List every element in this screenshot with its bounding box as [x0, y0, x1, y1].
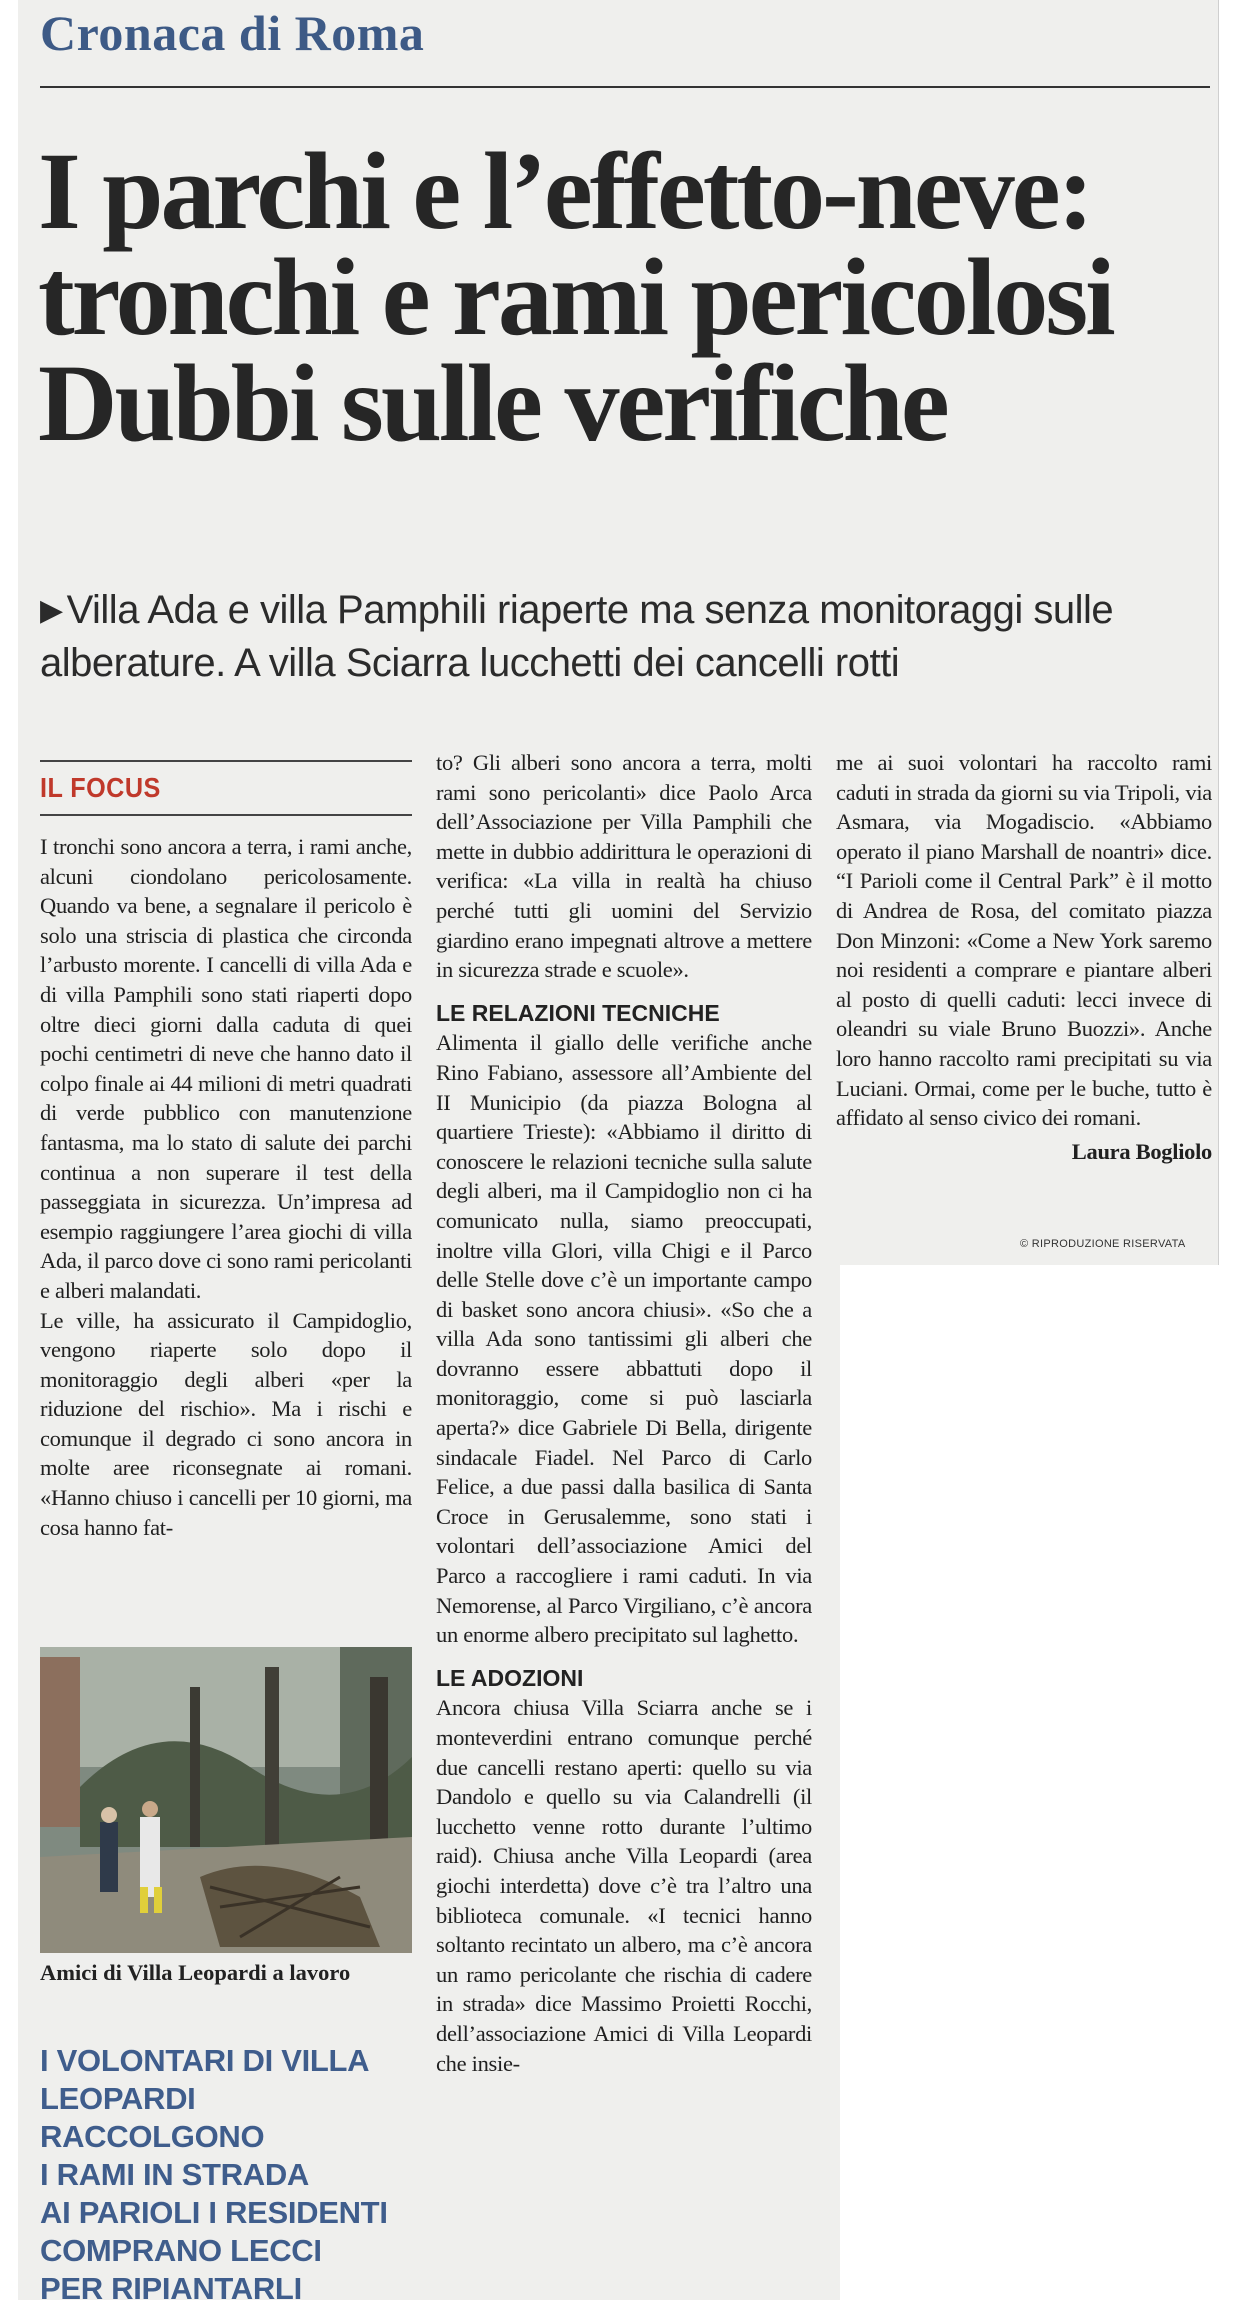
headline-line: Dubbi sulle verifiche — [38, 342, 947, 464]
pull-quote-line: COMPRANO LECCI — [40, 2233, 322, 2268]
headline-line: tronchi e rami pericolosi — [38, 236, 1113, 358]
author-byline: Laura Bogliolo — [1071, 1138, 1212, 1164]
paragraph: I tronchi sono ancora a terra, i rami anche, alcuni ciondolano pericolosamente. Quando va bene, a segnalare il pericolo è solo una striscia di plastica che circonda l’arbusto morente. I cancelli di villa Ada e di villa Pamphili sono stati riaperti dopo oltre dieci giorni dalla caduta di quei pochi centimetri di neve che hanno dato il colpo finale ai 44 milioni di metri quadrati di verde pubblico con manutenzione fantasma, ma lo stato di salute dei parchi continua a non superare il test della passeggiata in sicurezza. Un’impresa ad esempio raggiungere l’area giochi di villa Ada, il parco dove ci sono rami pericolanti e alberi malandati. — [40, 834, 412, 1303]
pull-quote-line: I RAMI IN STRADA — [40, 2157, 310, 2192]
focus-label: IL FOCUS — [40, 772, 161, 803]
focus-rule-top — [40, 760, 412, 762]
pull-quote-line: AI PARIOLI I RESIDENTI — [40, 2195, 388, 2230]
pull-quote-line: I VOLONTARI DI VILLA — [40, 2043, 370, 2078]
subsection-heading: LE RELAZIONI TECNICHE — [436, 999, 720, 1026]
paragraph: Le ville, ha assicurato il Campidoglio, vengono riaperte solo dopo il monitoraggio degli alberi «per la riduzione del rischio». Ma i rischi e comunque il degrado ci sono ancora in molte aree riconsegnate ai romani. «Hanno chiuso i cancelli per 10 giorni, ma cosa hanno fat- — [40, 1307, 412, 1540]
pull-quote — [40, 2042, 420, 2308]
paragraph: Alimenta il giallo delle verifiche anche Rino Fabiano, assessore all’Ambiente del II Municipio (da piazza Bologna al quartiere Trieste): «Abbiamo il diritto di conoscere le relazioni tecniche sulla salute degli alberi, ma il Campidoglio non ci ha comunicato nulla, siamo preoccupati, inoltre villa Glori, villa Chigi e il Parco delle Stelle dove c’è un importante campo di basket sono ancora chiusi». «So che a villa Ada sono tantissimi gli alberi che dovranno essere abbattuti dopo il monitoraggio, come si può lasciarla aperta?» dice Gabriele Di Bella, dirigente sindacale Fiadel. Nel Parco di Carlo Felice, a due passi dalla basilica di Santa Croce in Gerusalemme, sono stati i volontari dell’associazione Amici del Parco a raccogliere i rami caduti. In via Nemorense, al Parco Virgiliano, c’è ancora un enorme albero precipitato sul laghetto. — [436, 1030, 812, 1648]
focus-rule-bottom — [40, 814, 412, 816]
column-2 — [436, 748, 812, 2078]
headline-line: I parchi e l’effetto-neve: — [38, 130, 1092, 252]
paragraph: me ai suoi volontari ha raccolto rami caduti in strada da giorni su via Tripoli, via Asmara, via Mogadiscio. «Abbiamo operato il piano Marshall de noantri» dice. “I Parioli come il Central Park” è il motto di Andrea de Rosa, del comitato piazza Don Minzoni: «Come a New York saremo noi residenti a comprare e piantare alberi al posto di quelli caduti: lecci invece di oleandri su viale Bruno Buozzi». Anche loro hanno raccolto rami precipitati su via Luciani. Ormai, come per le buche, tutto è affidato al senso civico dei romani. — [836, 750, 1212, 1131]
paragraph: Ancora chiusa Villa Sciarra anche se i monteverdini entrano comunque perché due cancelli restano aperti: quello su via Dandolo e quello su via Calandrelli (il lucchetto venne rotto durante l’ultimo raid). Chiusa anche Villa Leopardi (area giochi interdetta) dove c’è tra l’altro una biblioteca comunale. «I tecnici hanno soltanto recintato un albero, ma c’è ancora un ramo pericolante che rischia di cadere in strada» dice Massimo Proietti Rocchi, dell’associazione Amici di Villa Leopardi che insie- — [436, 1695, 812, 2076]
headline — [38, 130, 1228, 464]
paragraph: to? Gli alberi sono ancora a terra, molti rami sono pericolanti» dice Paolo Arca dell’Associazione per Villa Pamphili che mette in dubbio addirittura le operazioni di verifica: «La villa in realtà ha chiuso perché tutti gli uomini del Servizio giardino erano impegnati altrove a mettere in sicurezza strade e scuole». — [436, 750, 812, 983]
photo-caption: Amici di Villa Leopardi a lavoro — [40, 1960, 351, 1985]
column-3 — [836, 748, 1212, 1166]
column-1 — [40, 832, 412, 1542]
subheadline-text: Villa Ada e villa Pamphili riaperte ma senza monitoraggi sulle alberature. A villa Sciarra lucchetti dei cancelli rotti — [40, 588, 1114, 685]
triangle-bullet-icon: ▶ — [40, 594, 63, 627]
photo-illustration — [40, 1647, 412, 1953]
pull-quote-line: PER RIPIANTARLI — [40, 2271, 302, 2306]
section-divider — [40, 86, 1210, 88]
pull-quote-line: LEOPARDI RACCOLGONO — [40, 2081, 265, 2154]
section-title: Cronaca di Roma — [40, 5, 425, 61]
page-cutout — [840, 1265, 1233, 2321]
copyright-notice: © RIPRODUZIONE RISERVATA — [1020, 1238, 1186, 1250]
subsection-heading: LE ADOZIONI — [436, 1664, 584, 1691]
article-photo — [40, 1647, 412, 1953]
subheadline — [40, 584, 1220, 689]
